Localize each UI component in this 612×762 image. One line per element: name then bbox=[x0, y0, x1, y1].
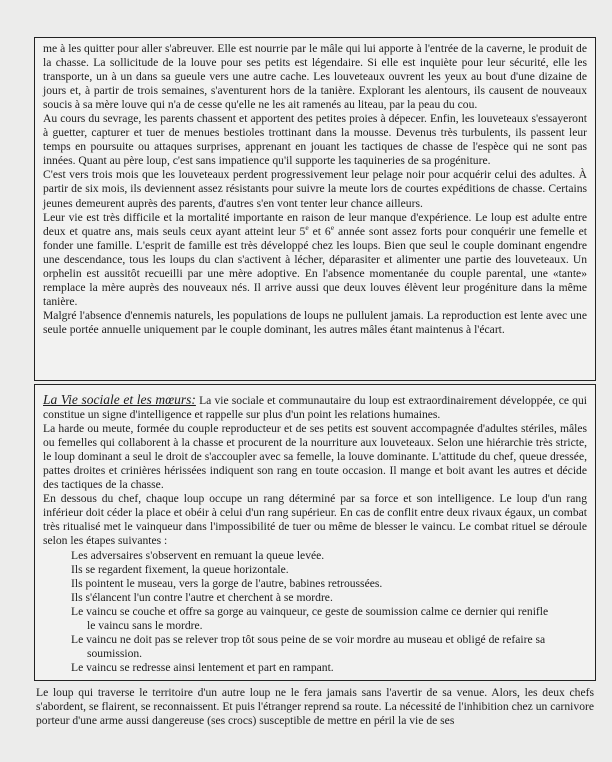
list-item bbox=[43, 591, 587, 605]
paragraph-population: Malgré l'absence d'ennemis naturels, les populations de loups ne pullulent jamais. La reproduction est lente avec une seule portée annuelle uniquement par le couple dominant, les autres mâles étant maintenus à l'écart. bbox=[43, 308, 587, 336]
paragraph-ranks: En dessous du chef, chaque loup occupe un rang déterminé par sa force et son intelligence. Le loup d'un rang inférieur doit céder la place et obéir à celui d'un rang supérieur. En cas de conflit entre deux rivaux égaux, un combat très ritualisé met le vainqueur dans l'impossibilité de tuer ou même de blesser le vaincu. Le combat rituel se déroule selon les étapes suivantes : bbox=[43, 492, 587, 548]
continuation-text bbox=[34, 686, 596, 728]
reproduction-text-box bbox=[34, 37, 596, 381]
paragraph-three-months: C'est vers trois mois que les louveteaux perdent progressivement leur pelage noir pour acquérir celui des adultes. À partir de six mois, ils deviennent assez résistants pour suivre la meute lors de courtes expéditions de chasse. Certains jeunes demeurent auprès des parents, d'autres s'en vont tenter leur chance ailleurs. bbox=[43, 168, 587, 210]
step-text: Le vaincu ne doit pas se relever trop tôt sous peine de se voir mordre au museau et obligé de refaire sa bbox=[71, 632, 546, 646]
section-title: La Vie sociale et les mœurs: bbox=[43, 392, 196, 407]
list-item bbox=[43, 661, 587, 675]
list-item bbox=[43, 563, 587, 577]
paragraph-intro bbox=[43, 393, 587, 422]
step-text: Le vaincu se redresse ainsi lentement et part en rampant. bbox=[71, 660, 334, 674]
paragraph-territory: Le loup qui traverse le territoire d'un autre loup ne le fera jamais sans l'avertir de sa venue. Alors, les deux chefs s'abordent, se flairent, se reconnaissent. Et puis l'étranger reprend sa route. La nécessité de l'inhibition chez un carnivore porteur d'une arme aussi dangereuse (ses crocs) susceptible de mettre en péril la vie de ses bbox=[36, 686, 594, 728]
step-text: Ils pointent le museau, vers la gorge de l'autre, babines retroussées. bbox=[71, 576, 383, 590]
step-text-continued: le vaincu sans le mordre. bbox=[87, 618, 203, 632]
text-span: et 6 bbox=[308, 224, 331, 238]
paragraph-mother-care: me à les quitter pour aller s'abreuver. Elle est nourrie par le mâle qui lui apporte à l'entrée de la caverne, le produit de la chasse. La sollicitude de la louve pour ses petits est légendaire. Si elle est inquiète pour leur sécurité, elle les transporte, un à un dans sa gueule vers une autre cache. Les louveteaux ouvrent les yeux au bout d'une dizaine de jours et, à partir de trois semaines, s'aventurent hors de la tanière. Explorant les alentours, ils causent de nouveaux soucis à sa mère louve qui n'a de cesse qu'elle ne les ait ramenés au liteau, par la peau du cou. bbox=[43, 42, 587, 112]
combat-steps-list bbox=[43, 549, 587, 675]
step-text-continued: soumission. bbox=[87, 646, 143, 660]
intro-text: La vie sociale et communautaire du loup est extraordinairement développée, ce qui constitue un signe d'intelligence et rappelle sur plus d'un point les relations humaines. bbox=[43, 394, 587, 422]
text-span: année sont assez forts pour conquérir une femelle et fonder une famille. L'esprit de famille est très développé chez les loups. Bien que seul le couple dominant engendre une descendance, tous les loups du clan s'activent à lécher, déparasiter et alimenter une partie des louveteaux. Un orphelin est aussitôt recueilli par une mère adoptive. En l'absence momentanée du couple parental, une «tante» remplace la mère auprès des nouveaux nés. Il arrive aussi que deux louves élèvent leur progéniture dans la même tanière. bbox=[43, 224, 587, 308]
step-text: Ils s'élancent l'un contre l'autre et cherchent à se mordre. bbox=[71, 590, 333, 604]
superscript: e bbox=[305, 222, 309, 232]
text-span: Leur vie est très difficile et la mortalité importante en raison de leur manque d'expérience. Le loup est adulte entre deux et quatre ans, mais seuls ceux ayant atteint leur 5 bbox=[43, 210, 587, 238]
list-item bbox=[43, 633, 587, 661]
list-item bbox=[43, 577, 587, 591]
list-item bbox=[43, 549, 587, 563]
paragraph-weaning: Au cours du sevrage, les parents chassent et apportent des petites proies à dépecer. Enfin, les louveteaux s'essayeront à guetter, capturer et tuer de menues bestioles trottinant dans la mousse. Devenus très turbulents, ils passent leur temps en poursuite ou attaques surprises, apprenant en jouant les tactiques de chasse de l'espèce qui ne sont pas innées. Quant au père loup, c'est sans impatience qu'il supporte les taquineries de sa progéniture. bbox=[43, 112, 587, 168]
list-item bbox=[43, 605, 587, 633]
paragraph-adult-life bbox=[43, 211, 587, 309]
superscript: e bbox=[330, 222, 335, 232]
step-text: Les adversaires s'observent en remuant la queue levée. bbox=[71, 548, 325, 562]
step-text: Ils se regardent fixement, la queue horizontale. bbox=[71, 562, 289, 576]
step-text: Le vaincu se couche et offre sa gorge au vainqueur, ce geste de soumission calme ce dernier qui renifle bbox=[71, 604, 549, 618]
paragraph-pack: La harde ou meute, formée du couple reproducteur et de ses petits est souvent accompagnée d'adultes stériles, mâles ou femelles qui collaborent à la chasse et procurent de la nourriture aux louveteaux. Selon une hiérarchie très stricte, le loup dominant a seul le droit de s'accoupler avec sa femelle, la louve dominante. L'attitude du chef, queue dressée, pattes droites et crinières hérissées indiquent son rang en toute occasion. Il mange et boit avant les autres et décide des tactiques de la chasse. bbox=[43, 422, 587, 492]
social-life-text-box bbox=[34, 384, 596, 681]
